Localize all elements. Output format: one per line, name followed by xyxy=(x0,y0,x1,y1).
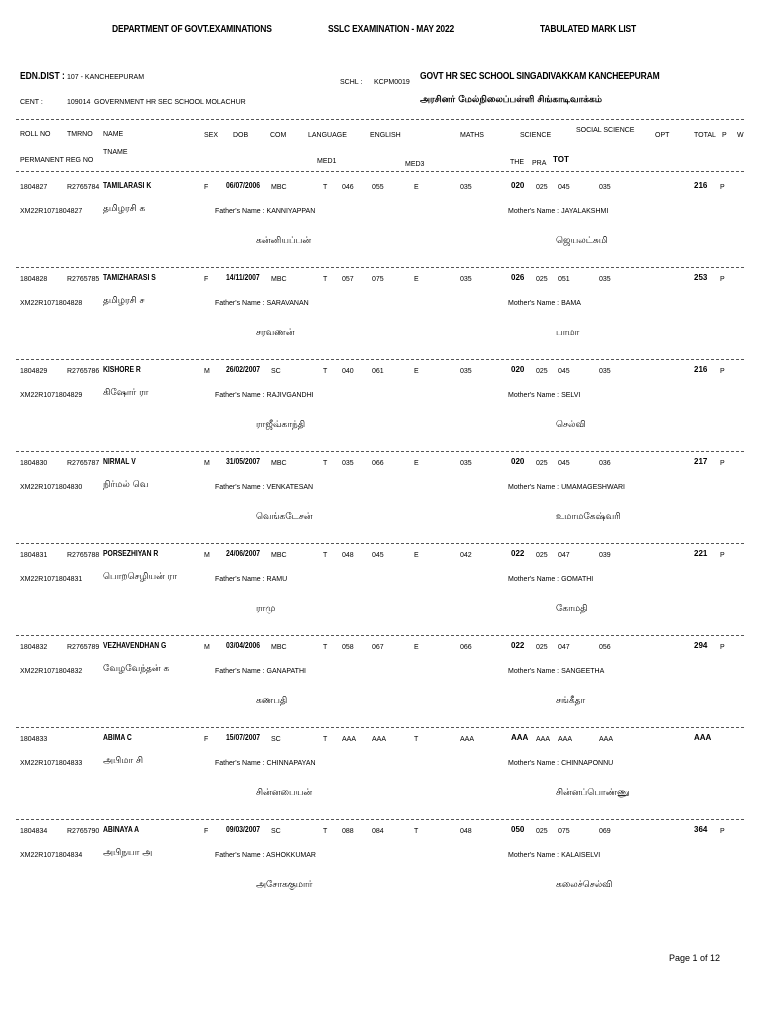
mother-name: GOMATHI xyxy=(561,576,594,583)
edn-value: 107 - KANCHEEPURAM xyxy=(67,74,145,81)
total-mark: 216 xyxy=(694,181,708,190)
father-label: Father's Name : ASHOKKUMAR xyxy=(215,852,316,859)
father-label: Father's Name : SARAVANAN xyxy=(215,300,309,307)
science-theory: 022 xyxy=(511,549,525,558)
col-sex: SEX xyxy=(204,132,219,139)
student-record xyxy=(0,267,768,359)
mother-name-tamil: கலைச்செல்வி xyxy=(556,880,613,890)
result: P xyxy=(720,552,725,559)
social-mark: AAA xyxy=(599,736,614,743)
community: MBC xyxy=(271,184,287,191)
father-name-tamil: சின்னபையன் xyxy=(256,788,313,798)
result: P xyxy=(720,460,725,467)
medium: T xyxy=(323,276,328,283)
medium-3: E xyxy=(414,368,419,375)
mother-label: Mother's Name : KALAISELVI xyxy=(508,852,601,859)
dob: 26/02/2007 xyxy=(226,365,261,374)
mother-label: Mother's Name : SANGEETHA xyxy=(508,668,605,675)
maths-mark: 042 xyxy=(460,552,472,559)
father-name: CHINNAPAYAN xyxy=(266,760,316,767)
student-name: KISHORE R xyxy=(103,365,141,374)
language-mark: 040 xyxy=(342,368,354,375)
father-label: Father's Name : CHINNAPAYAN xyxy=(215,760,316,767)
dob: 06/07/2006 xyxy=(226,181,261,190)
language-mark: 046 xyxy=(342,184,354,191)
science-practical: 025 xyxy=(536,460,548,467)
science-theory: 022 xyxy=(511,641,525,650)
roll-no: 1804834 xyxy=(20,828,48,835)
total-mark: 253 xyxy=(694,273,708,282)
col-total: TOTAL xyxy=(694,132,716,139)
mother-label: Mother's Name : JAYALAKSHMI xyxy=(508,208,609,215)
total-mark: 294 xyxy=(694,641,708,650)
cent-label: CENT : xyxy=(20,99,43,106)
col-com: COM xyxy=(270,132,287,139)
tmr-no: R2765784 xyxy=(67,184,100,191)
maths-mark: 048 xyxy=(460,828,472,835)
col-science: SCIENCE xyxy=(520,132,552,139)
student-name: PORSEZHIYAN R xyxy=(103,549,159,558)
total-mark: AAA xyxy=(694,733,712,742)
medium: T xyxy=(323,736,328,743)
dob: 31/05/2007 xyxy=(226,457,261,466)
father-name-tamil: ராமு xyxy=(256,604,276,614)
mother-label: Mother's Name : UMAMAGESHWARI xyxy=(508,484,625,491)
community: SC xyxy=(271,736,281,743)
mother-label: Mother's Name : SELVI xyxy=(508,392,581,399)
roll-no: 1804829 xyxy=(20,368,48,375)
english-mark: 066 xyxy=(372,460,384,467)
social-mark: 039 xyxy=(599,552,611,559)
tmr-no: R2765789 xyxy=(67,644,100,651)
col-the: THE xyxy=(510,159,524,166)
dob: 14/11/2007 xyxy=(226,273,260,282)
total-mark: 364 xyxy=(694,825,708,834)
list-title: TABULATED MARK LIST xyxy=(540,24,637,35)
tmr-no: R2765790 xyxy=(67,828,100,835)
tamil-name: அபிமா சி xyxy=(103,756,144,766)
social-mark: 035 xyxy=(599,276,611,283)
father-name: ASHOKKUMAR xyxy=(266,852,316,859)
result: P xyxy=(720,828,725,835)
father-name: VENKATESAN xyxy=(266,484,314,491)
science-theory: 026 xyxy=(511,273,525,282)
science-theory: 050 xyxy=(511,825,525,834)
english-mark: 061 xyxy=(372,368,384,375)
roll-no: 1804833 xyxy=(20,736,48,743)
medium: T xyxy=(323,368,328,375)
tmr-no: R2765786 xyxy=(67,368,100,375)
result: P xyxy=(720,276,725,283)
mother-name-tamil: செல்வி xyxy=(556,420,586,430)
dept-title: DEPARTMENT OF GOVT.EXAMINATIONS xyxy=(112,24,272,35)
sex: F xyxy=(204,276,209,283)
col-w: W xyxy=(737,132,744,139)
science-practical: 025 xyxy=(536,276,548,283)
maths-mark: AAA xyxy=(460,736,475,743)
col-perm: PERMANENT REG NO xyxy=(20,157,94,164)
science-practical: 025 xyxy=(536,184,548,191)
social-mark: 056 xyxy=(599,644,611,651)
permanent-reg-no: XM22R1071804827 xyxy=(20,208,83,215)
permanent-reg-no: XM22R1071804828 xyxy=(20,300,83,307)
medium: T xyxy=(323,552,328,559)
science-practical: AAA xyxy=(536,736,551,743)
result: P xyxy=(720,644,725,651)
student-record xyxy=(0,451,768,543)
student-name: VEZHAVENDHAN G xyxy=(103,641,167,650)
edn-label: EDN.DIST : xyxy=(20,71,65,82)
mother-name: BAMA xyxy=(561,300,581,307)
col-med3: MED3 xyxy=(405,161,425,168)
father-name: RAMU xyxy=(266,576,288,583)
exam-title: SSLC EXAMINATION - MAY 2022 xyxy=(328,24,455,35)
tamil-name: தமிழரசி க xyxy=(103,204,146,214)
language-mark: 058 xyxy=(342,644,354,651)
permanent-reg-no: XM22R1071804833 xyxy=(20,760,83,767)
mother-name-tamil: சின்னப்பொண்ணு xyxy=(556,788,630,798)
community: SC xyxy=(271,828,281,835)
father-label: Father's Name : GANAPATHI xyxy=(215,668,306,675)
mother-label: Mother's Name : CHINNAPONNU xyxy=(508,760,614,767)
community: MBC xyxy=(271,460,287,467)
science-total: AAA xyxy=(558,736,573,743)
language-mark: 088 xyxy=(342,828,354,835)
permanent-reg-no: XM22R1071804831 xyxy=(20,576,83,583)
col-maths: MATHS xyxy=(460,132,484,139)
english-mark: 055 xyxy=(372,184,384,191)
mother-name-tamil: சங்கீதா xyxy=(556,696,586,706)
sex: F xyxy=(204,828,209,835)
science-total: 047 xyxy=(558,552,570,559)
school-name: GOVT HR SEC SCHOOL SINGADIVAKKAM KANCHEEPURAM xyxy=(420,71,660,82)
science-theory: 020 xyxy=(511,365,525,374)
community: MBC xyxy=(271,552,287,559)
divider xyxy=(16,119,744,120)
english-mark: 075 xyxy=(372,276,384,283)
language-mark: 035 xyxy=(342,460,354,467)
mother-name: CHINNAPONNU xyxy=(561,760,614,767)
student-name: ABINAYA A xyxy=(103,825,140,834)
maths-mark: 066 xyxy=(460,644,472,651)
medium-3: E xyxy=(414,276,419,283)
tamil-name: நிர்மல் வெ xyxy=(103,480,149,490)
social-mark: 035 xyxy=(599,368,611,375)
maths-mark: 035 xyxy=(460,460,472,467)
dob: 09/03/2007 xyxy=(226,825,261,834)
student-name: ABIMA C xyxy=(103,733,132,742)
result: P xyxy=(720,368,725,375)
divider xyxy=(16,171,744,172)
science-total: 045 xyxy=(558,368,570,375)
cent-name: GOVERNMENT HR SEC SCHOOL MOLACHUR xyxy=(94,99,246,106)
maths-mark: 035 xyxy=(460,276,472,283)
community: MBC xyxy=(271,644,287,651)
father-label: Father's Name : RAMU xyxy=(215,576,288,583)
medium-3: E xyxy=(414,184,419,191)
father-name: KANNIYAPPAN xyxy=(266,208,316,215)
language-mark: AAA xyxy=(342,736,357,743)
student-name: NIRMAL V xyxy=(103,457,136,466)
dob: 24/06/2007 xyxy=(226,549,261,558)
tamil-name: அபிநயா அ xyxy=(103,848,153,858)
roll-no: 1804828 xyxy=(20,276,48,283)
medium: T xyxy=(323,460,328,467)
science-total: 075 xyxy=(558,828,570,835)
science-theory: 020 xyxy=(511,181,525,190)
medium-3: E xyxy=(414,552,419,559)
roll-no: 1804832 xyxy=(20,644,48,651)
father-name-tamil: கன்னியப்பன் xyxy=(256,236,312,246)
col-tname: TNAME xyxy=(103,149,128,156)
father-name-tamil: அசோககுமார் xyxy=(256,880,313,890)
tamil-name: தமிழரசி ச xyxy=(103,296,145,306)
dob: 15/07/2007 xyxy=(226,733,261,742)
science-theory: 020 xyxy=(511,457,525,466)
col-pra: PRA xyxy=(532,160,547,167)
language-mark: 048 xyxy=(342,552,354,559)
sex: M xyxy=(204,644,210,651)
col-name: NAME xyxy=(103,131,124,138)
english-mark: 067 xyxy=(372,644,384,651)
mother-name: UMAMAGESHWARI xyxy=(561,484,625,491)
father-name-tamil: சரவணன் xyxy=(256,328,295,338)
medium-3: T xyxy=(414,828,419,835)
student-record xyxy=(0,359,768,451)
mother-name: SANGEETHA xyxy=(561,668,605,675)
science-total: 045 xyxy=(558,184,570,191)
sex: F xyxy=(204,184,209,191)
mother-name-tamil: பாமா xyxy=(556,328,580,338)
father-name: SARAVANAN xyxy=(266,300,309,307)
medium: T xyxy=(323,828,328,835)
father-name: RAJIVGANDHI xyxy=(266,392,314,399)
science-practical: 025 xyxy=(536,644,548,651)
science-practical: 025 xyxy=(536,828,548,835)
total-mark: 216 xyxy=(694,365,708,374)
col-roll: ROLL NO xyxy=(20,131,51,138)
mother-label: Mother's Name : BAMA xyxy=(508,300,581,307)
permanent-reg-no: XM22R1071804830 xyxy=(20,484,83,491)
col-social: SOCIAL SCIENCE xyxy=(576,127,635,134)
social-mark: 035 xyxy=(599,184,611,191)
schl-label: SCHL : xyxy=(340,79,363,86)
tamil-name: கிஷோர் ரா xyxy=(103,388,149,398)
science-total: 047 xyxy=(558,644,570,651)
sex: M xyxy=(204,368,210,375)
father-name-tamil: கணபதி xyxy=(256,696,288,706)
roll-no: 1804831 xyxy=(20,552,48,559)
tmr-no: R2765788 xyxy=(67,552,100,559)
maths-mark: 035 xyxy=(460,368,472,375)
mother-name: KALAISELVI xyxy=(561,852,601,859)
dob: 03/04/2006 xyxy=(226,641,261,650)
english-mark: 084 xyxy=(372,828,384,835)
science-practical: 025 xyxy=(536,552,548,559)
science-practical: 025 xyxy=(536,368,548,375)
school-name-tamil: அரசினர் மேல்நிலைப்பள்ளி சிங்காடிவாக்கம் xyxy=(420,95,603,105)
father-name-tamil: வெங்கடேசன் xyxy=(256,512,313,522)
tamil-name: வேழவேந்தன் க xyxy=(103,664,170,674)
father-label: Father's Name : KANNIYAPPAN xyxy=(215,208,316,215)
roll-no: 1804830 xyxy=(20,460,48,467)
language-mark: 057 xyxy=(342,276,354,283)
col-tot: TOT xyxy=(553,155,569,164)
social-mark: 036 xyxy=(599,460,611,467)
col-dob: DOB xyxy=(233,132,249,139)
student-record xyxy=(0,543,768,635)
father-label: Father's Name : RAJIVGANDHI xyxy=(215,392,314,399)
roll-no: 1804827 xyxy=(20,184,48,191)
student-record xyxy=(0,727,768,819)
english-mark: 045 xyxy=(372,552,384,559)
col-opt: OPT xyxy=(655,132,670,139)
medium-3: E xyxy=(414,644,419,651)
student-record xyxy=(0,175,768,267)
col-english: ENGLISH xyxy=(370,132,401,139)
student-record xyxy=(0,819,768,911)
tamil-name: பொறசெழியன் ரா xyxy=(103,572,178,582)
sex: M xyxy=(204,552,210,559)
sex: M xyxy=(204,460,210,467)
science-total: 045 xyxy=(558,460,570,467)
father-label: Father's Name : VENKATESAN xyxy=(215,484,314,491)
science-total: 051 xyxy=(558,276,570,283)
student-record xyxy=(0,635,768,727)
social-mark: 069 xyxy=(599,828,611,835)
page-number: Page 1 of 12 xyxy=(669,953,721,963)
tmr-no: R2765787 xyxy=(67,460,100,467)
permanent-reg-no: XM22R1071804832 xyxy=(20,668,83,675)
community: SC xyxy=(271,368,281,375)
community: MBC xyxy=(271,276,287,283)
mother-name-tamil: கோமதி xyxy=(556,604,588,614)
father-name-tamil: ராஜீவ்காந்தி xyxy=(256,420,306,430)
student-name: TAMIZHARASI S xyxy=(103,273,156,282)
medium-3: E xyxy=(414,460,419,467)
mother-name: SELVI xyxy=(561,392,581,399)
medium: T xyxy=(323,184,328,191)
result: P xyxy=(720,184,725,191)
maths-mark: 035 xyxy=(460,184,472,191)
col-p: P xyxy=(722,132,727,139)
tmr-no: R2765785 xyxy=(67,276,100,283)
sex: F xyxy=(204,736,209,743)
science-theory: AAA xyxy=(511,733,529,742)
english-mark: AAA xyxy=(372,736,387,743)
student-name: TAMILARASI K xyxy=(103,181,152,190)
medium: T xyxy=(323,644,328,651)
mother-name: JAYALAKSHMI xyxy=(561,208,609,215)
medium-3: T xyxy=(414,736,419,743)
col-language: LANGUAGE xyxy=(308,132,347,139)
permanent-reg-no: XM22R1071804829 xyxy=(20,392,83,399)
cent-code: 109014 xyxy=(67,99,91,106)
mother-name-tamil: ஜெயலட்சுமி xyxy=(556,236,608,246)
total-mark: 221 xyxy=(694,549,708,558)
col-tmrno: TMRNO xyxy=(67,131,93,138)
schl-code: KCPM0019 xyxy=(374,79,410,86)
mother-label: Mother's Name : GOMATHI xyxy=(508,576,594,583)
permanent-reg-no: XM22R1071804834 xyxy=(20,852,83,859)
total-mark: 217 xyxy=(694,457,708,466)
father-name: GANAPATHI xyxy=(266,668,306,675)
mother-name-tamil: உமாமகேஷ்வரி xyxy=(556,512,621,522)
col-med1: MED1 xyxy=(317,158,337,165)
